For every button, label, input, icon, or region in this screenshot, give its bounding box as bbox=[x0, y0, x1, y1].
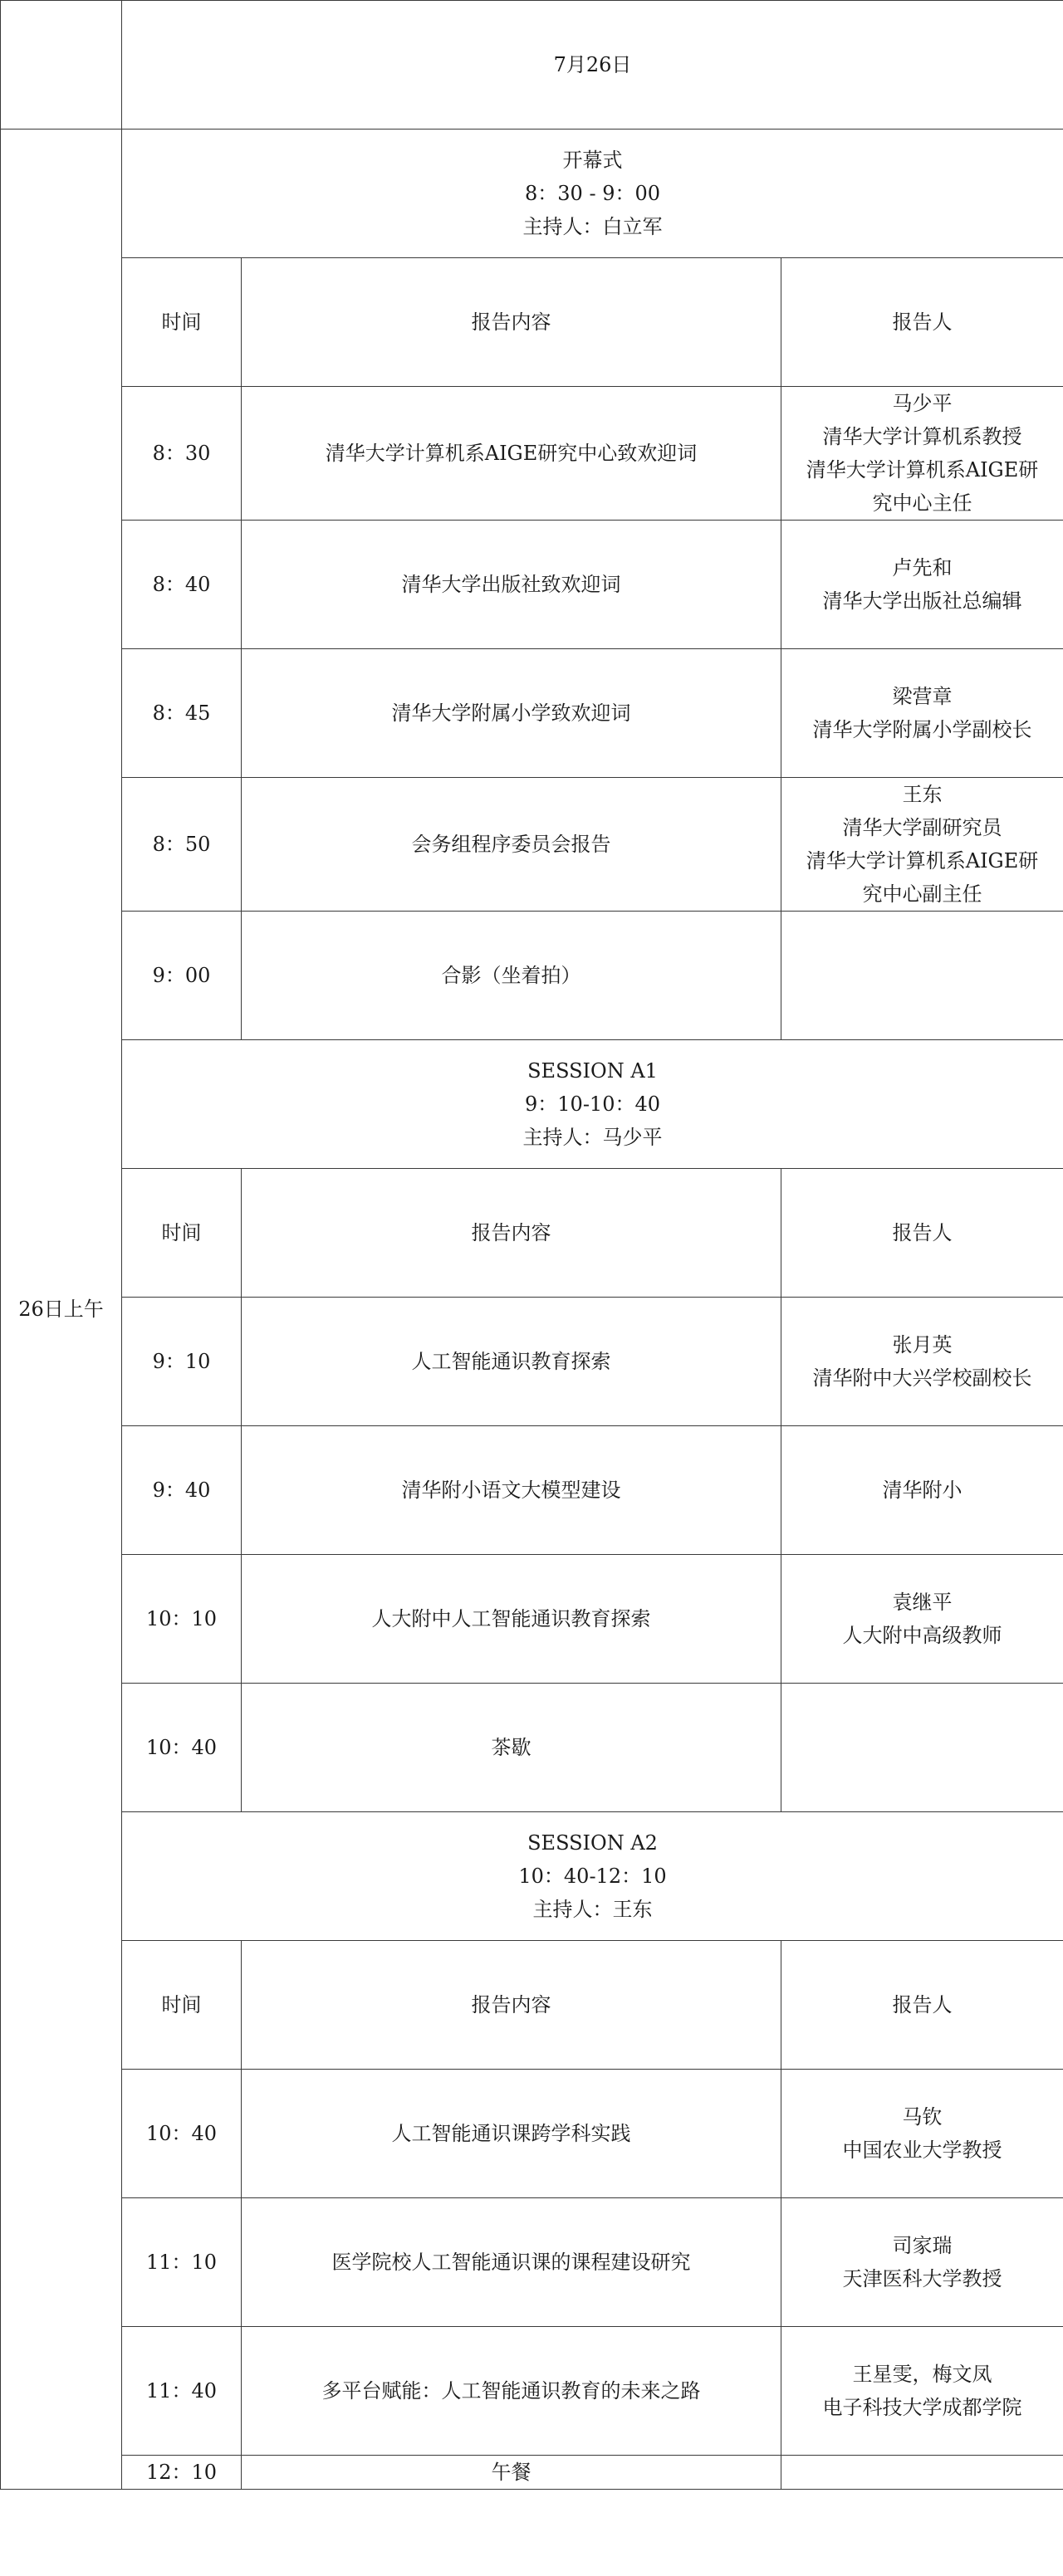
session-header bbox=[122, 1040, 1063, 1169]
column-header-row bbox=[1, 258, 1063, 387]
talk-speaker bbox=[781, 2327, 1063, 2456]
column-header-content: 报告内容 bbox=[242, 1941, 781, 2070]
talk-content: 清华附小语文大模型建设 bbox=[242, 1426, 781, 1555]
column-header-content: 报告内容 bbox=[242, 258, 781, 387]
speaker-line: 司家瑞 bbox=[892, 2234, 953, 2257]
talk-row bbox=[1, 2070, 1063, 2198]
talk-content: 清华大学出版社致欢迎词 bbox=[242, 521, 781, 649]
talk-row bbox=[1, 649, 1063, 778]
speaker-line: 天津医科大学教授 bbox=[842, 2267, 1002, 2290]
talk-time: 8：30 bbox=[122, 387, 242, 521]
talk-speaker bbox=[781, 1298, 1063, 1426]
session-header bbox=[122, 1812, 1063, 1941]
speaker-line: 清华大学附属小学副校长 bbox=[812, 718, 1032, 741]
column-header-time: 时间 bbox=[122, 1941, 242, 2070]
talk-speaker bbox=[781, 1555, 1063, 1684]
session-host: 主持人：王东 bbox=[532, 1898, 653, 1921]
speaker-line: 清华大学出版社总编辑 bbox=[822, 589, 1022, 613]
speaker-line: 清华大学计算机系AIGE研 bbox=[806, 458, 1039, 481]
column-header-speaker: 报告人 bbox=[781, 258, 1063, 387]
talk-time: 8：40 bbox=[122, 521, 242, 649]
talk-row bbox=[1, 2327, 1063, 2456]
talk-time: 10：40 bbox=[122, 2070, 242, 2198]
talk-time: 11：10 bbox=[122, 2198, 242, 2327]
talk-speaker bbox=[781, 521, 1063, 649]
talk-time: 9：10 bbox=[122, 1298, 242, 1426]
talk-content: 人大附中人工智能通识教育探索 bbox=[242, 1555, 781, 1684]
session-title: 开幕式 bbox=[562, 149, 623, 172]
talk-time: 9：40 bbox=[122, 1426, 242, 1555]
talk-row bbox=[1, 778, 1063, 912]
speaker-line: 清华附中大兴学校副校长 bbox=[812, 1366, 1032, 1390]
talk-speaker bbox=[781, 1684, 1063, 1812]
session-time: 9：10-10：40 bbox=[525, 1092, 661, 1116]
talk-row bbox=[1, 1426, 1063, 1555]
talk-time: 10：10 bbox=[122, 1555, 242, 1684]
date-header: 7月26日 bbox=[122, 1, 1063, 130]
session-time: 8：30 - 9：00 bbox=[525, 182, 660, 205]
session-title: SESSION A2 bbox=[527, 1831, 658, 1855]
speaker-line: 清华大学副研究员 bbox=[842, 816, 1002, 839]
speaker-line: 张月英 bbox=[892, 1333, 953, 1356]
talk-time: 11：40 bbox=[122, 2327, 242, 2456]
schedule-body bbox=[1, 1, 1063, 2490]
column-header-speaker: 报告人 bbox=[781, 1941, 1063, 2070]
talk-speaker bbox=[781, 778, 1063, 912]
talk-time: 8：50 bbox=[122, 778, 242, 912]
talk-content: 人工智能通识课跨学科实践 bbox=[242, 2070, 781, 2198]
talk-row bbox=[1, 2198, 1063, 2327]
session-header bbox=[122, 130, 1063, 258]
talk-speaker bbox=[781, 649, 1063, 778]
session-host: 主持人：白立军 bbox=[522, 215, 663, 238]
session-time: 10：40-12：10 bbox=[518, 1865, 667, 1888]
talk-content: 多平台赋能：人工智能通识教育的未来之路 bbox=[242, 2327, 781, 2456]
speaker-line: 究中心主任 bbox=[872, 491, 972, 515]
column-header-row bbox=[1, 1941, 1063, 2070]
speaker-line: 中国农业大学教授 bbox=[842, 2139, 1002, 2162]
session-header-row bbox=[1, 1812, 1063, 1941]
session-host: 主持人：马少平 bbox=[522, 1126, 663, 1149]
speaker-line: 马钦 bbox=[902, 2105, 943, 2129]
talk-content: 清华大学计算机系AIGE研究中心致欢迎词 bbox=[242, 387, 781, 521]
talk-speaker bbox=[781, 2198, 1063, 2327]
session-header-row bbox=[1, 1040, 1063, 1169]
speaker-line: 王星雯，梅文凤 bbox=[852, 2363, 992, 2386]
column-header-row bbox=[1, 1169, 1063, 1298]
talk-row bbox=[1, 912, 1063, 1040]
talk-time: 10：40 bbox=[122, 1684, 242, 1812]
talk-row bbox=[1, 2456, 1063, 2490]
speaker-line: 清华附小 bbox=[882, 1479, 963, 1502]
talk-content: 人工智能通识教育探索 bbox=[242, 1298, 781, 1426]
speaker-line: 清华大学计算机系教授 bbox=[822, 425, 1022, 448]
talk-row bbox=[1, 387, 1063, 521]
talk-content: 午餐 bbox=[242, 2456, 781, 2490]
talk-row bbox=[1, 521, 1063, 649]
talk-speaker bbox=[781, 387, 1063, 521]
talk-time: 9：00 bbox=[122, 912, 242, 1040]
session-title: SESSION A1 bbox=[527, 1059, 658, 1083]
speaker-line: 电子科技大学成都学院 bbox=[822, 2396, 1022, 2419]
date-header-row bbox=[1, 1, 1063, 130]
talk-row bbox=[1, 1684, 1063, 1812]
talk-content: 清华大学附属小学致欢迎词 bbox=[242, 649, 781, 778]
talk-content: 会务组程序委员会报告 bbox=[242, 778, 781, 912]
talk-speaker bbox=[781, 2070, 1063, 2198]
session-header-row bbox=[1, 130, 1063, 258]
talk-time: 8：45 bbox=[122, 649, 242, 778]
talk-time: 12：10 bbox=[122, 2456, 242, 2490]
talk-content: 合影（坐着拍） bbox=[242, 912, 781, 1040]
speaker-line: 清华大学计算机系AIGE研 bbox=[806, 849, 1039, 873]
speaker-line: 卢先和 bbox=[892, 556, 953, 579]
corner-cell bbox=[1, 1, 122, 130]
speaker-line: 袁继平 bbox=[892, 1591, 953, 1614]
speaker-line: 人大附中高级教师 bbox=[842, 1624, 1002, 1647]
talk-speaker bbox=[781, 912, 1063, 1040]
speaker-line: 梁营章 bbox=[892, 685, 953, 708]
speaker-line: 究中心副主任 bbox=[862, 882, 982, 906]
column-header-time: 时间 bbox=[122, 1169, 242, 1298]
column-header-time: 时间 bbox=[122, 258, 242, 387]
column-header-content: 报告内容 bbox=[242, 1169, 781, 1298]
talk-speaker bbox=[781, 2456, 1063, 2490]
talk-row bbox=[1, 1555, 1063, 1684]
talk-content: 医学院校人工智能通识课的课程建设研究 bbox=[242, 2198, 781, 2327]
talk-content: 茶歇 bbox=[242, 1684, 781, 1812]
speaker-line: 马少平 bbox=[892, 392, 953, 415]
talk-speaker bbox=[781, 1426, 1063, 1555]
day-label: 26日上午 bbox=[1, 130, 122, 2490]
speaker-line: 王东 bbox=[902, 783, 943, 806]
talk-row bbox=[1, 1298, 1063, 1426]
column-header-speaker: 报告人 bbox=[781, 1169, 1063, 1298]
